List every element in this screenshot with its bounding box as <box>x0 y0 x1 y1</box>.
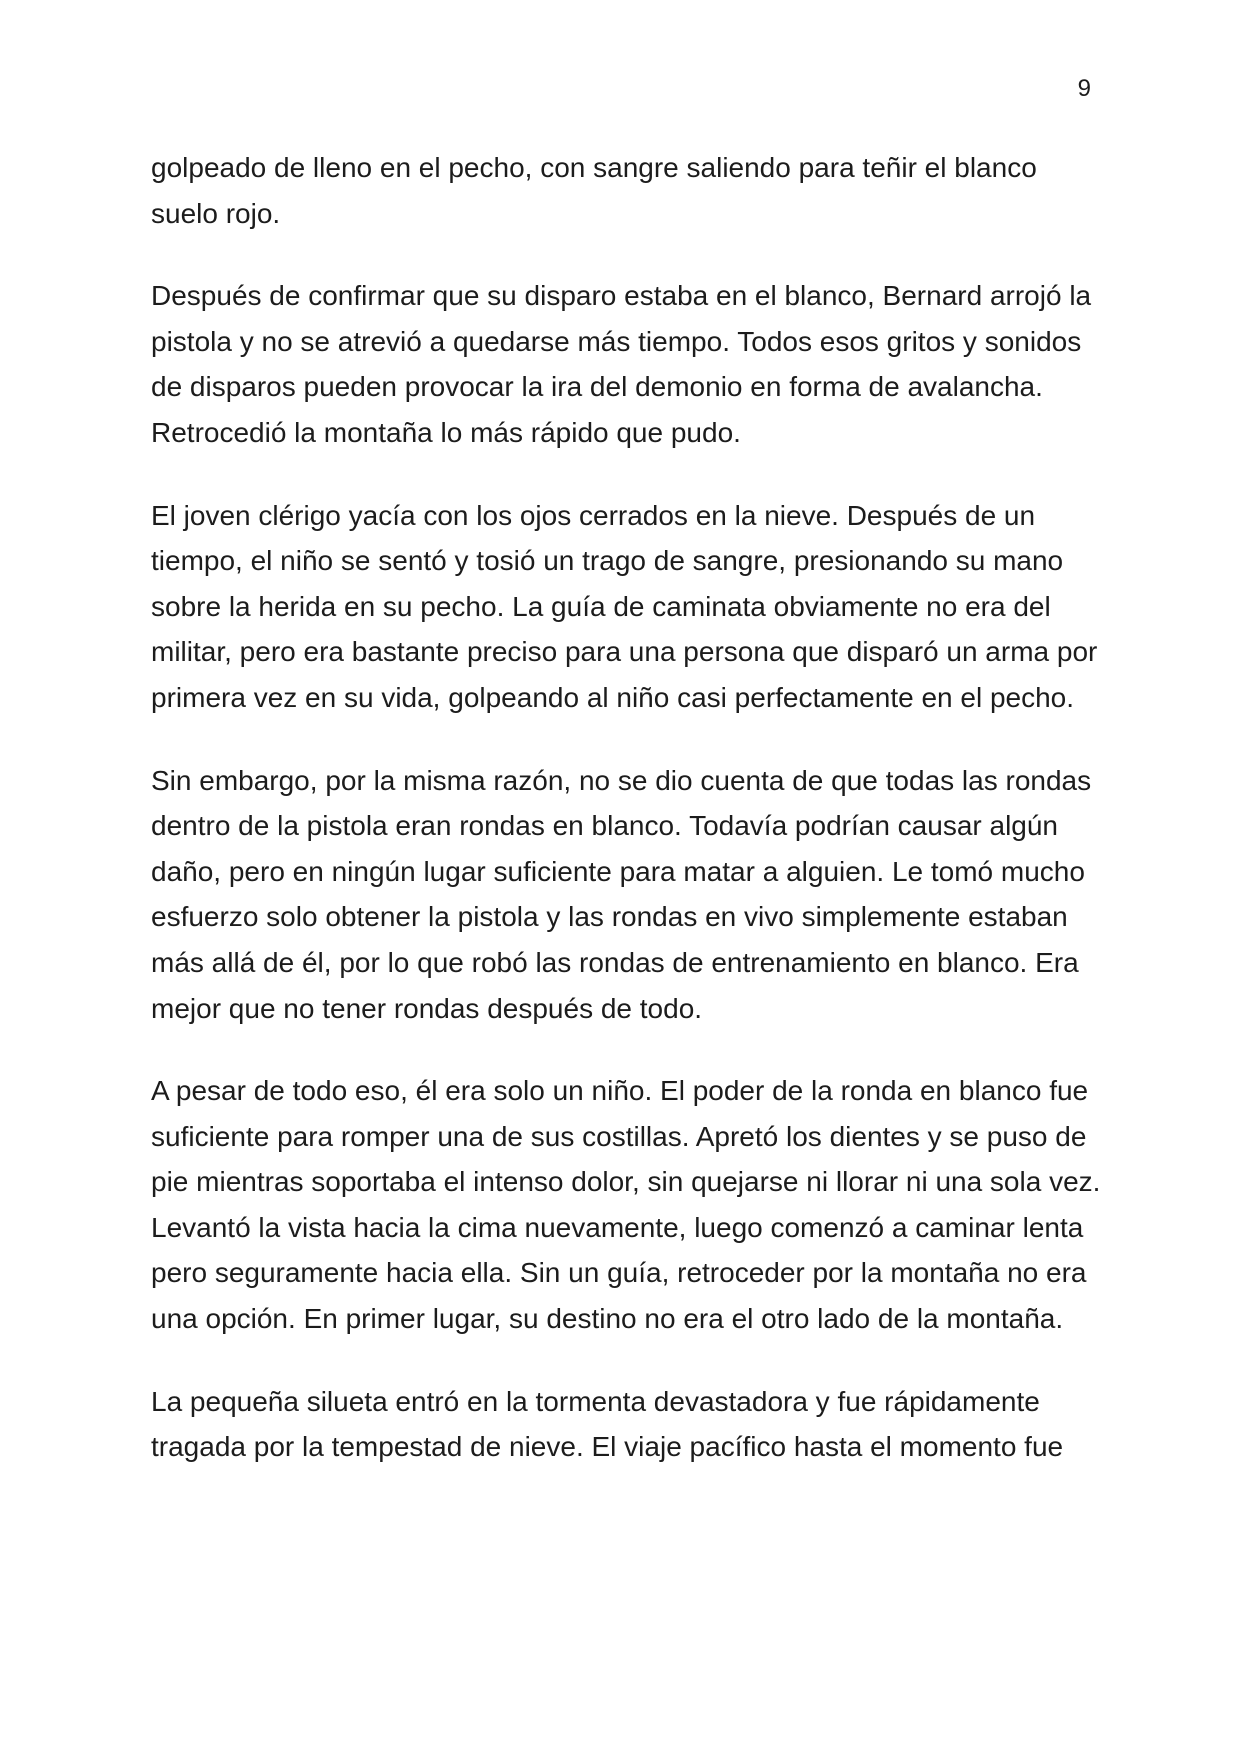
paragraph: Sin embargo, por la misma razón, no se dio cuenta de que todas las rondas dentro de la pistola eran rondas en blanco. Todavía podrían causar algún daño, pero en ningún lugar suficiente para matar a alguien. Le tomó mucho esfuerzo solo obtener la pistola y las rondas en vivo simplemente estaban más allá de él, por lo que robó las rondas de entrenamiento en blanco. Era mejor que no tener rondas después de todo. <box>151 764 1092 1024</box>
page-number: 9 <box>1077 75 1091 102</box>
body-text <box>151 145 1101 1507</box>
paragraph: La pequeña silueta entró en la tormenta devastadora y fue rápidamente tragada por la tempestad de nieve. El viaje pacífico hasta el momento fue <box>151 1385 1064 1463</box>
paragraph: A pesar de todo eso, él era solo un niño. El poder de la ronda en blanco fue suficiente para romper una de sus costillas. Apretó los dientes y se puso de pie mientras soportaba el intenso dolor, sin quejarse ni llorar ni una sola vez. Levantó la vista hacia la cima nuevamente, luego comenzó a caminar lenta pero seguramente hacia ella. Sin un guía, retroceder por la montaña no era una opción. En primer lugar, su destino no era el otro lado de la montaña. <box>151 1075 1101 1335</box>
paragraph: golpeado de lleno en el pecho, con sangre saliendo para teñir el blanco suelo rojo. <box>151 152 1037 229</box>
paragraph: El joven clérigo yacía con los ojos cerrados en la nieve. Después de un tiempo, el niño se sentó y tosió un trago de sangre, presionando su mano sobre la herida en su pecho. La guía de caminata obviamente no era del militar, pero era bastante preciso para una persona que disparó un arma por primera vez en su vida, golpeando al niño casi perfectamente en el pecho. <box>151 499 1098 713</box>
paragraph: Después de confirmar que su disparo estaba en el blanco, Bernard arrojó la pistola y no se atrevió a quedarse más tiempo. Todos esos gritos y sonidos de disparos pueden provocar la ira del demonio en forma de avalancha. Retrocedió la montaña lo más rápido que pudo. <box>151 280 1092 448</box>
